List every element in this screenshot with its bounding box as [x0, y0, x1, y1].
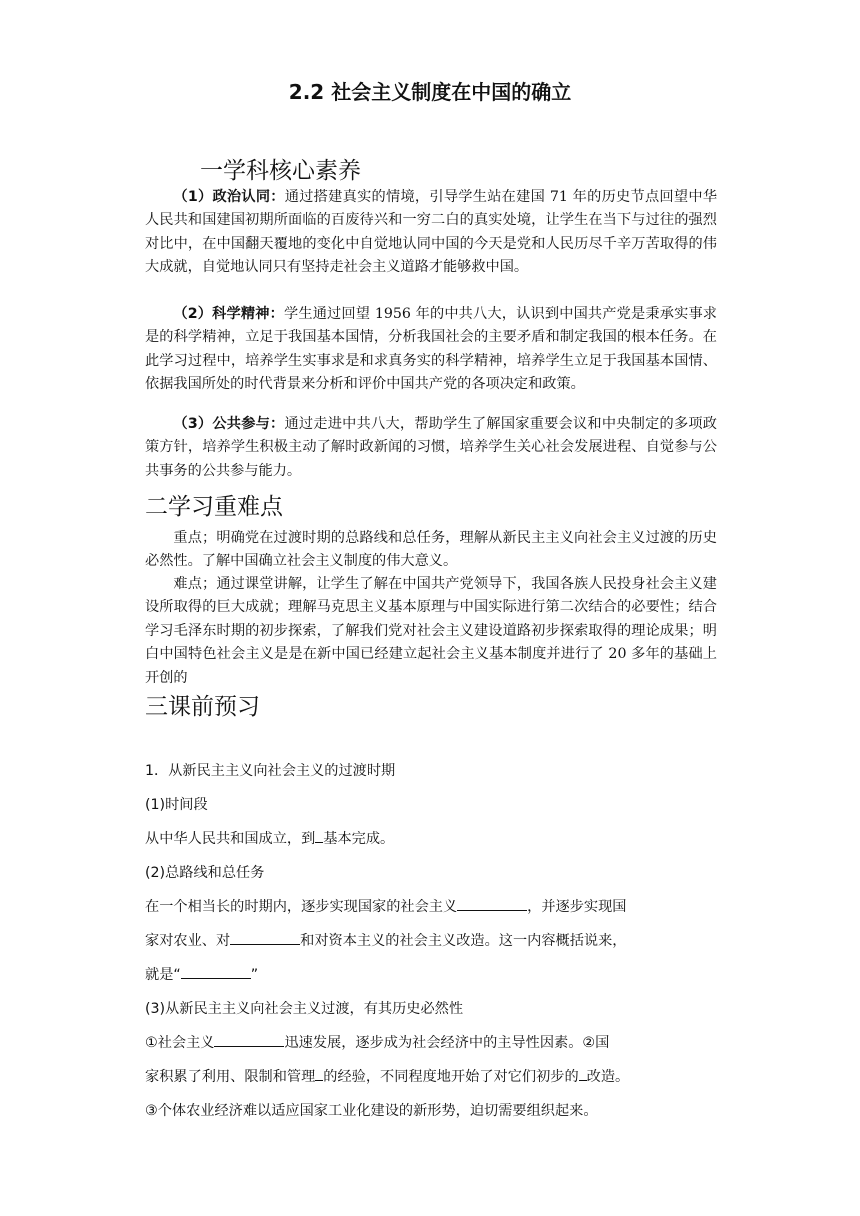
question-1: 1．从新民主主义向社会主义的过渡时期 [145, 763, 396, 779]
paragraph-scientific-spirit [145, 303, 717, 397]
subheading-time-period: (1)时间段 [145, 797, 208, 813]
item-label: （3）公共参与： [173, 416, 285, 432]
paragraph-key-point: 重点；明确党在过渡时期的总路线和总任务，理解从新民主主义向社会主义过渡的历史必然性。了解中国确立社会主义制度的伟大意义。 [145, 530, 717, 570]
item-label: （2）科学精神： [173, 306, 284, 322]
general-line-1: 在一个相当长的时期内，逐步实现国家的社会主义 ，并逐步实现国 [145, 899, 627, 915]
necessity-line-2: 家积累了利用、限制和管理 的经验，不同程度地开始了对它们初步的 改造。 [145, 1069, 630, 1085]
section-heading-core-literacy: 一学科核心素养 [200, 158, 361, 184]
item-text: 学生通过回望 1956 年的中共八大，认识到中国共产党是秉承实事求是的科学精神，立足于我国基本国情，分析我国社会的主要矛盾和制定我国的根本任务。在此学习过程中，培养学生实事求是和求真务实的科学精神，培养学生立足于我国基本国情、依据我国所处的时代背景来分析和评价中国共产党的各项决定和政策。 [145, 306, 717, 393]
paragraph-difficult-point: 难点；通过课堂讲解，让学生了解在中国共产党领导下，我国各族人民投身社会主义建设所取得的巨大成就；理解马克思主义基本原理与中国实际进行第二次结合的必要性；结合学习毛泽东时期的初步探索，了解我们党对社会主义建设道路初步探索取得的理论成果；明白中国特色社会主义是是在新中国已经建立起社会主义基本制度并进行了 20 多年的基础上开创的 [145, 576, 717, 686]
blank[interactable] [230, 944, 300, 945]
paragraph-political-identity [145, 186, 717, 280]
blank[interactable] [457, 910, 527, 911]
paragraph-public-participation [145, 413, 717, 483]
general-line-2: 家对农业、对 和对资本主义的社会主义改造。这一内容概括说来， [145, 933, 627, 949]
blank[interactable] [579, 1080, 587, 1081]
subheading-historical-necessity: (3)从新民主主义向社会主义过渡，有其历史必然性 [145, 1001, 464, 1017]
blank[interactable] [214, 1046, 284, 1047]
item-text: 通过搭建真实的情境，引导学生站在建国 71 年的历史节点回望中华人民共和国建国初期所面临的百废待兴和一穷二白的真实处境，让学生在当下与过往的强烈对比中，在中国翻天覆地的变化中自觉地认同中国的今天是党和人民历尽千辛万苦取得的伟大成就，自觉地认同只有坚持走社会主义道路才能够救中国。 [145, 189, 718, 276]
general-line-3: 就是“ ” [145, 967, 259, 983]
page-title: 2.2 社会主义制度在中国的确立 [288, 80, 572, 104]
section-heading-key-points: 二学习重难点 [145, 494, 283, 520]
necessity-line-1: ①社会主义 迅速发展，逐步成为社会经济中的主导性因素。②国 [145, 1035, 610, 1051]
item-label: （1）政治认同： [173, 189, 285, 205]
necessity-line-3: ③个体农业经济难以适应国家工业化建设的新形势，迫切需要组织起来。 [145, 1103, 598, 1119]
item-text: 通过走进中共八大，帮助学生了解国家重要会议和中央制定的多项政策方针，培养学生积极主动了解时政新闻的习惯，培养学生关心社会发展进程、自觉参与公共事务的公共参与能力。 [145, 416, 717, 479]
section-heading-preview: 三课前预习 [145, 694, 260, 720]
subheading-general-line: (2)总路线和总任务 [145, 865, 265, 881]
blank[interactable] [181, 978, 251, 979]
time-period-line: 从中华人民共和国成立，到 基本完成。 [145, 831, 395, 847]
